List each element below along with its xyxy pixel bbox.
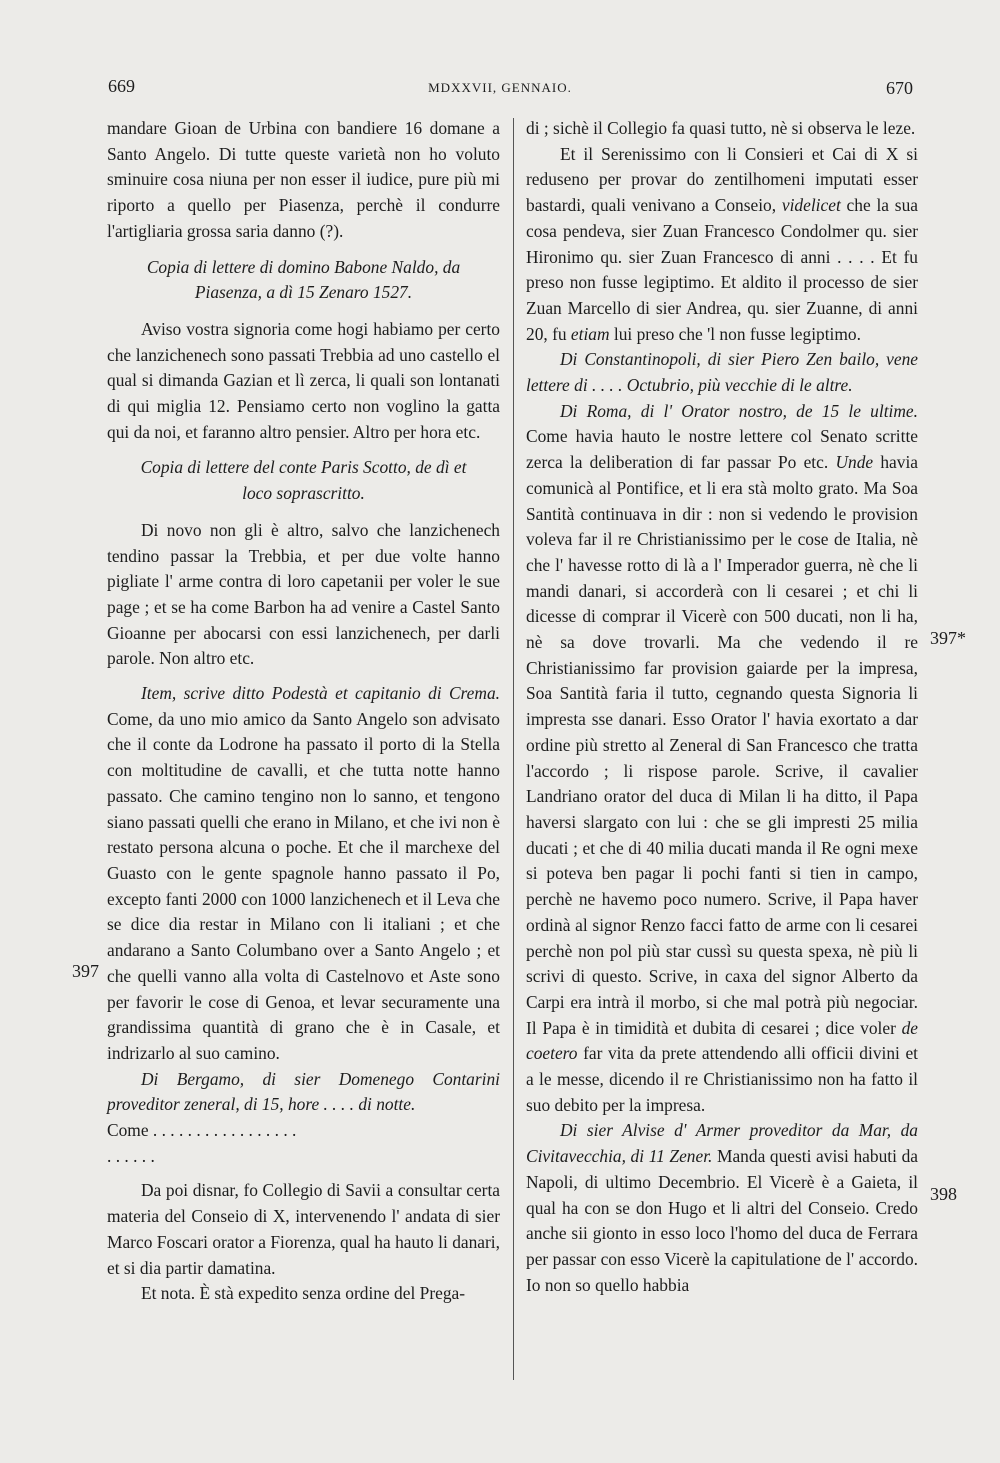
- column-divider: [513, 118, 514, 1380]
- paragraph: Et nota. È stà expedito senza ordine del Prega-: [141, 1283, 466, 1304]
- italic-word: Unde: [835, 452, 874, 473]
- left-column: [107, 116, 500, 1307]
- paragraph: [107, 1067, 500, 1118]
- right-column: [526, 116, 918, 1298]
- paragraph: Da poi disnar, fo Collegio di Savii a consultar certa materia del Conseio di X, intervenendo l' andata di sier Marco Foscari orator a Fiorenza, qual ha hauto li danari, et si dia partir damatina.: [107, 1180, 500, 1278]
- italic-lead: Di Bergamo, di sier Domenego Contarini proveditor zeneral, di 15, hore . . . . di notte.: [107, 1068, 500, 1115]
- paragraph-text: Manda questi avisi habuti da Napoli, di ultimo Decembrio. El Vicerè è a Gaieta, il qual ha con se don Hugo et li altri del Conseio. Credo anche sii gionto in esso loco l'homo del duca de Ferrara per passar con esso Vicerè la capitulatione de l' accordo. Io non so quello habbia: [526, 1146, 918, 1295]
- heading-line: Copia di lettere del conte Paris Scotto, de dì et: [140, 457, 467, 478]
- paragraph-text: Come havia hauto le nostre lettere col Senato scritte zerca la deliberation di far passar Po etc.: [526, 426, 918, 473]
- italic-word: etiam: [570, 323, 610, 344]
- italic-word: videlicet: [781, 195, 841, 216]
- paragraph-text: Come . . . . . . . . . . . . . . . . .: [107, 1120, 297, 1141]
- page-number-right: 670: [886, 78, 913, 98]
- italic-lead: Di Constantinopoli, di sier Piero Zen bailo, vene lettere di . . . . Octubrio, più vecchie di le altre.: [526, 349, 918, 396]
- paragraph: Aviso vostra signoria come hogi habiamo per certo che lanzichenech sono passati Trebbia ad uno castello el qual si dimanda Gazian et lì zerca, li quali son lontanati di qui miglia 12. Pensiamo certo non voglino la gatta qui da noi, et faranno altro pensier. Altro per hora etc.: [107, 318, 500, 442]
- section-heading: [107, 455, 500, 506]
- paragraph: [526, 1118, 918, 1298]
- paragraph-text: Et il Serenissimo con li Consieri et Cai di X si reduseno per provar do zentilhomeni imputati esser bastardi, quali venivano a Conseio,: [526, 143, 918, 216]
- paragraph-text: che la sua cosa pendeva, sier Zuan Francesco Condolmer qu. sier Hironimo qu. sier Zuan Francesco di anni . . . . Et fu preso non fusse legiptimo. Et aldito il processo de sier Zuan Marcello di sier Andrea, qu. sier Zuanne, di anni 20, fu: [526, 195, 918, 344]
- paragraph: [107, 681, 500, 1067]
- running-title: MDXXVII, GENNAIO.: [428, 80, 572, 95]
- paragraph: di ; sichè il Collegio fa quasi tutto, nè si observa le leze.: [526, 118, 916, 138]
- paragraph-text: far vita da prete attendendo alli officii divini et a le messe, dicendo il re Christianissimo non ha fatto il suo debito per la impresa.: [526, 1043, 918, 1115]
- heading-line: loco soprascritto.: [242, 483, 365, 504]
- ellipsis-line: . . . . . .: [107, 1145, 155, 1166]
- italic-lead: Di Roma, di l' Orator nostro, de 15 le ultime.: [560, 400, 918, 421]
- italic-lead: Di sier Alvise d' Armer proveditor da Mar, da Civitavecchia, di 11 Zener.: [526, 1120, 918, 1167]
- italic-lead: Item, scrive ditto Podestà et capitanio di Crema.: [141, 683, 500, 704]
- paragraph-text: havia comunicà al Pontifice, et li era stà molto grato. Ma Soa Santità continuava in dir : non si vedendo le provision voleva far il re Christianissimo per le cose de Italia, nè che l' havesse rotto di là a l' Imperador guerra, nè che li mandi danari, si accorderà con li cesarei ; et chi li dicesse di comprar il Vicerè con 500 ducati, non li ha, nè sa dove trovarli. Ma che vedendo il re Christianissimo far provision gaiarde per la impresa, Soa Santità faria il tutto, cegnando questa Signoria li impresta sse danari. Esso Orator l' havia exortato a dar ordine più stretto al Zeneral di San Francesco che tratta l'accordo ; li rispose parole. Scrive, il cavalier Landriano orator del duca di Milan li ha ditto, il Papa haversi slargato con lui : che se gli impresti 25 milia ducati ; et che di 40 milia ducati manda il Re ogni mexe si poteva ben pagar li pochi fanti si tien in campo, perchè ne havemo poco numero. Scrive, il Papa haver ordinà al signor Renzo facci fatto de arme con li cesarei perchè non pol più star cussì su questa spexa, nè più li scrivi di questo. Scrive, in caxa del signor Alberto da Carpi era intrà il morbo, si che mal potrà più negociar. Il Papa è in timidità et dubita di cesarei ; dice voler: [526, 452, 919, 1038]
- heading-line: Piasenza, a dì 15 Zenaro 1527.: [194, 282, 413, 303]
- paragraph: [526, 399, 918, 1119]
- paragraph: mandare Gioan de Urbina con bandiere 16 domane a Santo Angelo. Di tutte queste varietà non ho voluto sminuire cosa niuna per non esser il iudice, pure più mi riporto a quello per Piasenza, perchè il condurre l'artigliaria grossa saria danno (?).: [107, 118, 500, 241]
- margin-number: 397*: [930, 628, 966, 648]
- italic-word: de coetero: [526, 1017, 918, 1064]
- margin-number: 398: [930, 1184, 957, 1204]
- paragraph: [526, 142, 918, 348]
- margin-number: 397: [72, 961, 99, 981]
- running-header: [0, 74, 1000, 104]
- heading-line: Copia di lettere di domino Babone Naldo, da: [146, 256, 461, 277]
- section-heading: [107, 255, 500, 306]
- paragraph-text: lui preso che 'l non fusse legiptimo.: [609, 323, 861, 344]
- paragraph-text: Come, da uno mio amico da Santo Angelo son advisato che il conte da Lodrone ha passato il porto di la Stella con moltitudine de cavalli, et che tutta notte hanno passato. Che camino tengino non lo sanno, et tengono siano passati quelli che erano in Milano, et che ivi non è restato persona alcuna o poche. Et che il marchexe del Guasto con le gente spagnole hanno passato il Po, excepto fanti 2000 con 1000 lanzichenech et il Leva che se dice dia restar in Milano con li italiani ; et che andarano a Santo Columbano over a Santo Angelo ; et che quelli vanno alla volta di Castelnovo et Aste sono per favorir le cose di Genoa, et levar securamente una grandissima quantità di grano che è in Casale, et indrizarlo al suo camino.: [107, 708, 500, 1063]
- paragraph: [526, 347, 918, 398]
- paragraph: Di novo non gli è altro, salvo che lanzichenech tendino passar la Trebbia, et per due volte hanno pigliate l' arme contra di loro capetanii per voler le sue page ; et se ha come Barbon ha ad venire a Castel Santo Gioanne per abocarsi con essi lanzichenech, per darli parole. Non altro etc.: [107, 519, 500, 669]
- page-number-left: 669: [108, 76, 135, 96]
